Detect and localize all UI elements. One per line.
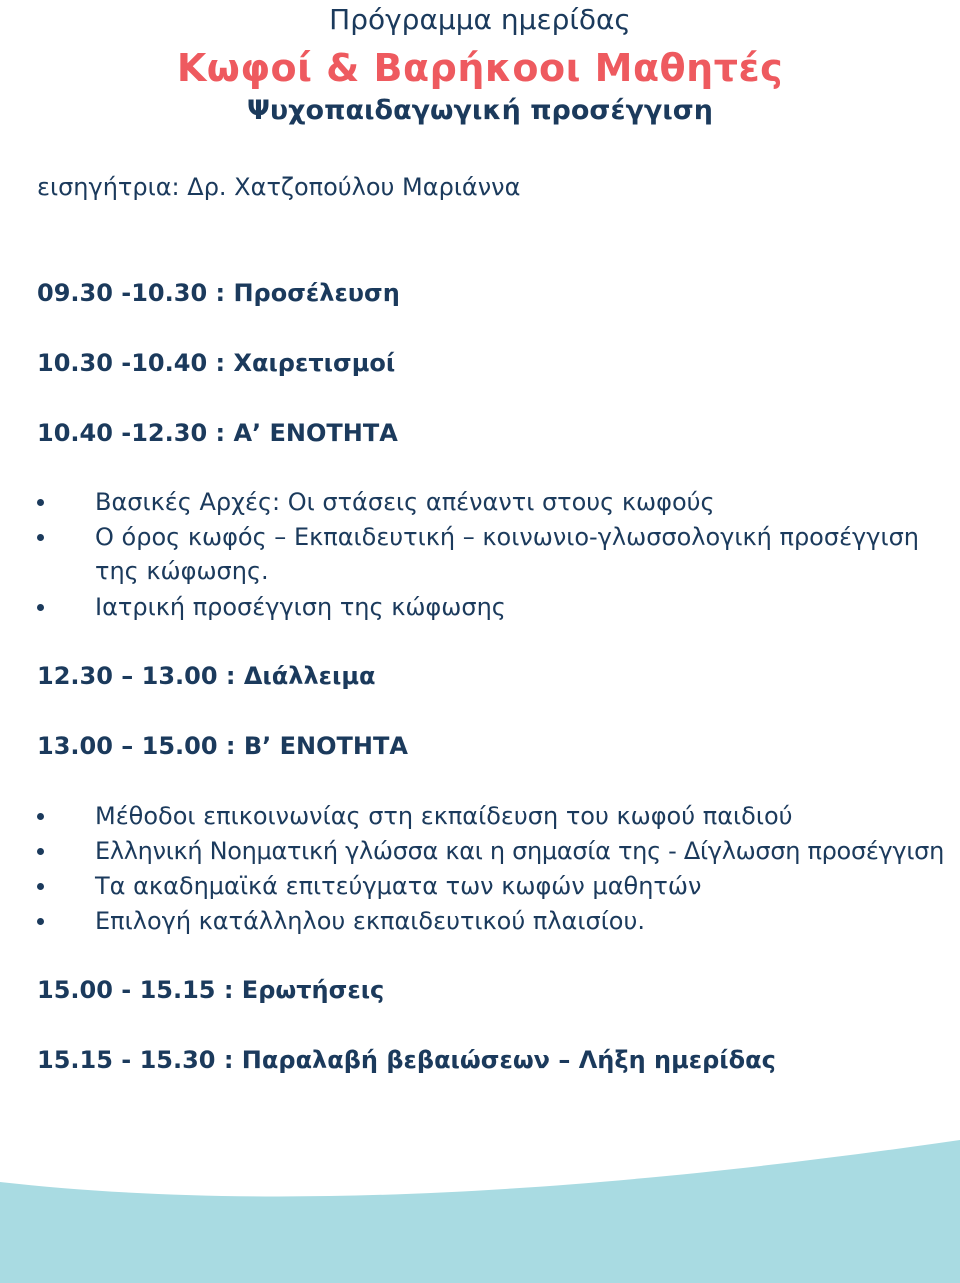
list-item-text: Επιλογή κατάλληλου εκπαιδευτικού πλαισίου. <box>95 907 646 935</box>
list-item-text: Βασικές Αρχές: Οι στάσεις απέναντι στους κωφούς <box>95 488 715 516</box>
page-title: Κωφοί & Βαρήκοοι Μαθητές <box>176 46 784 90</box>
schedule-section-a: 10.40 -12.30 : Α’ ΕΝΟΤΗΤΑ <box>37 419 398 447</box>
pretitle: Πρόγραμμα ημερίδας <box>329 3 631 36</box>
list-item <box>37 590 927 624</box>
schedule-closing: 15.15 - 15.30 : Παραλαβή βεβαιώσεων – Λήξη ημερίδας <box>37 1046 776 1074</box>
list-item-text: Μέθοδοι επικοινωνίας στη εκπαίδευση του κωφού παιδιού <box>95 802 793 830</box>
schedule-section-b: 13.00 – 15.00 : Β’ ΕΝΟΤΗΤΑ <box>37 732 408 760</box>
list-item <box>37 520 927 588</box>
bullet-icon <box>37 499 44 506</box>
bullet-icon <box>37 604 44 611</box>
schedule-arrival: 09.30 -10.30 : Προσέλευση <box>37 279 400 307</box>
list-item <box>37 904 927 938</box>
bullet-icon <box>37 883 44 890</box>
bullet-icon <box>37 848 44 855</box>
list-item <box>37 834 944 868</box>
list-item-text: Ο όρος κωφός – Εκπαιδευτική – κοινωνιο-γλωσσολογική προσέγγιση της κώφωσης. <box>95 523 919 585</box>
list-item <box>37 799 927 833</box>
bullet-icon <box>37 534 44 541</box>
speaker: εισηγήτρια: Δρ. Χατζοπούλου Μαριάννα <box>37 173 521 201</box>
subtitle: Ψυχοπαιδαγωγική προσέγγιση <box>246 95 714 126</box>
bullet-icon <box>37 813 44 820</box>
list-item <box>37 485 927 519</box>
schedule-questions: 15.00 - 15.15 : Ερωτήσεις <box>37 976 385 1004</box>
list-item-text: Ιατρική προσέγγιση της κώφωσης <box>95 593 506 621</box>
schedule-break: 12.30 – 13.00 : Διάλλειμα <box>37 662 376 690</box>
bullet-icon <box>37 918 44 925</box>
list-item-text: Ελληνική Νοηματική γλώσσα και η σημασία της - Δίγλωσση προσέγγιση <box>95 837 944 865</box>
schedule-greetings: 10.30 -10.40 : Χαιρετισμοί <box>37 349 396 377</box>
wave-decoration <box>0 1140 960 1283</box>
wave-shape <box>0 1140 960 1283</box>
list-item-text: Τα ακαδημαϊκά επιτεύγματα των κωφών μαθητών <box>95 872 702 900</box>
list-item <box>37 869 927 903</box>
